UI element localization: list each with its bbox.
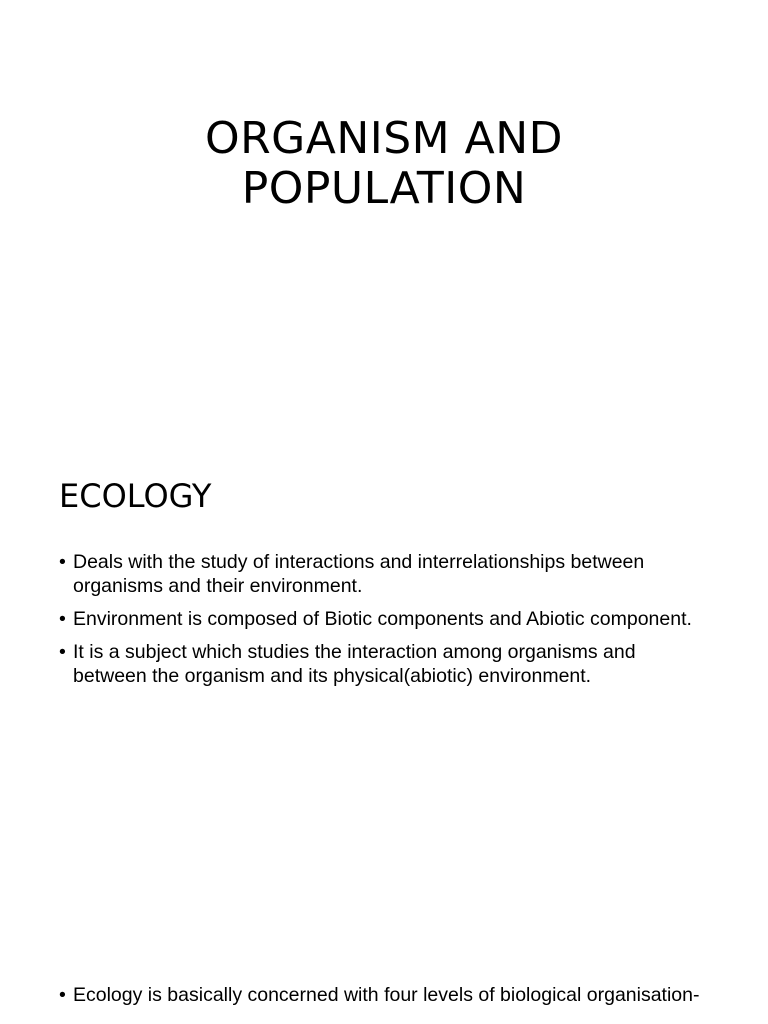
levels-slide bbox=[0, 862, 768, 1024]
slide-heading: ECOLOGY bbox=[59, 477, 212, 515]
bullet-text: Deals with the study of interactions and interrelationships between organisms and their environment. bbox=[73, 551, 645, 597]
presentation-title bbox=[0, 114, 768, 214]
bullet-list bbox=[59, 550, 709, 697]
bullet-icon: • bbox=[59, 608, 66, 630]
bullet-icon: • bbox=[59, 641, 66, 663]
bullet-list bbox=[59, 983, 709, 1016]
bullet-text: Ecology is basically concerned with four levels of biological organisation- bbox=[73, 984, 700, 1006]
title-line-2: POPULATION bbox=[241, 163, 527, 214]
title-slide bbox=[0, 0, 768, 432]
list-item bbox=[59, 607, 709, 631]
list-item bbox=[59, 550, 709, 598]
title-line-1: ORGANISM AND bbox=[204, 113, 564, 164]
bullet-icon: • bbox=[59, 984, 66, 1006]
list-item bbox=[59, 640, 709, 688]
bullet-icon: • bbox=[59, 551, 66, 573]
list-item bbox=[59, 983, 709, 1007]
ecology-slide bbox=[0, 432, 768, 862]
bullet-text: It is a subject which studies the interaction among organisms and between the organism and its physical(abiotic) environment. bbox=[73, 641, 636, 687]
bullet-text: Environment is composed of Biotic components and Abiotic component. bbox=[73, 608, 692, 630]
